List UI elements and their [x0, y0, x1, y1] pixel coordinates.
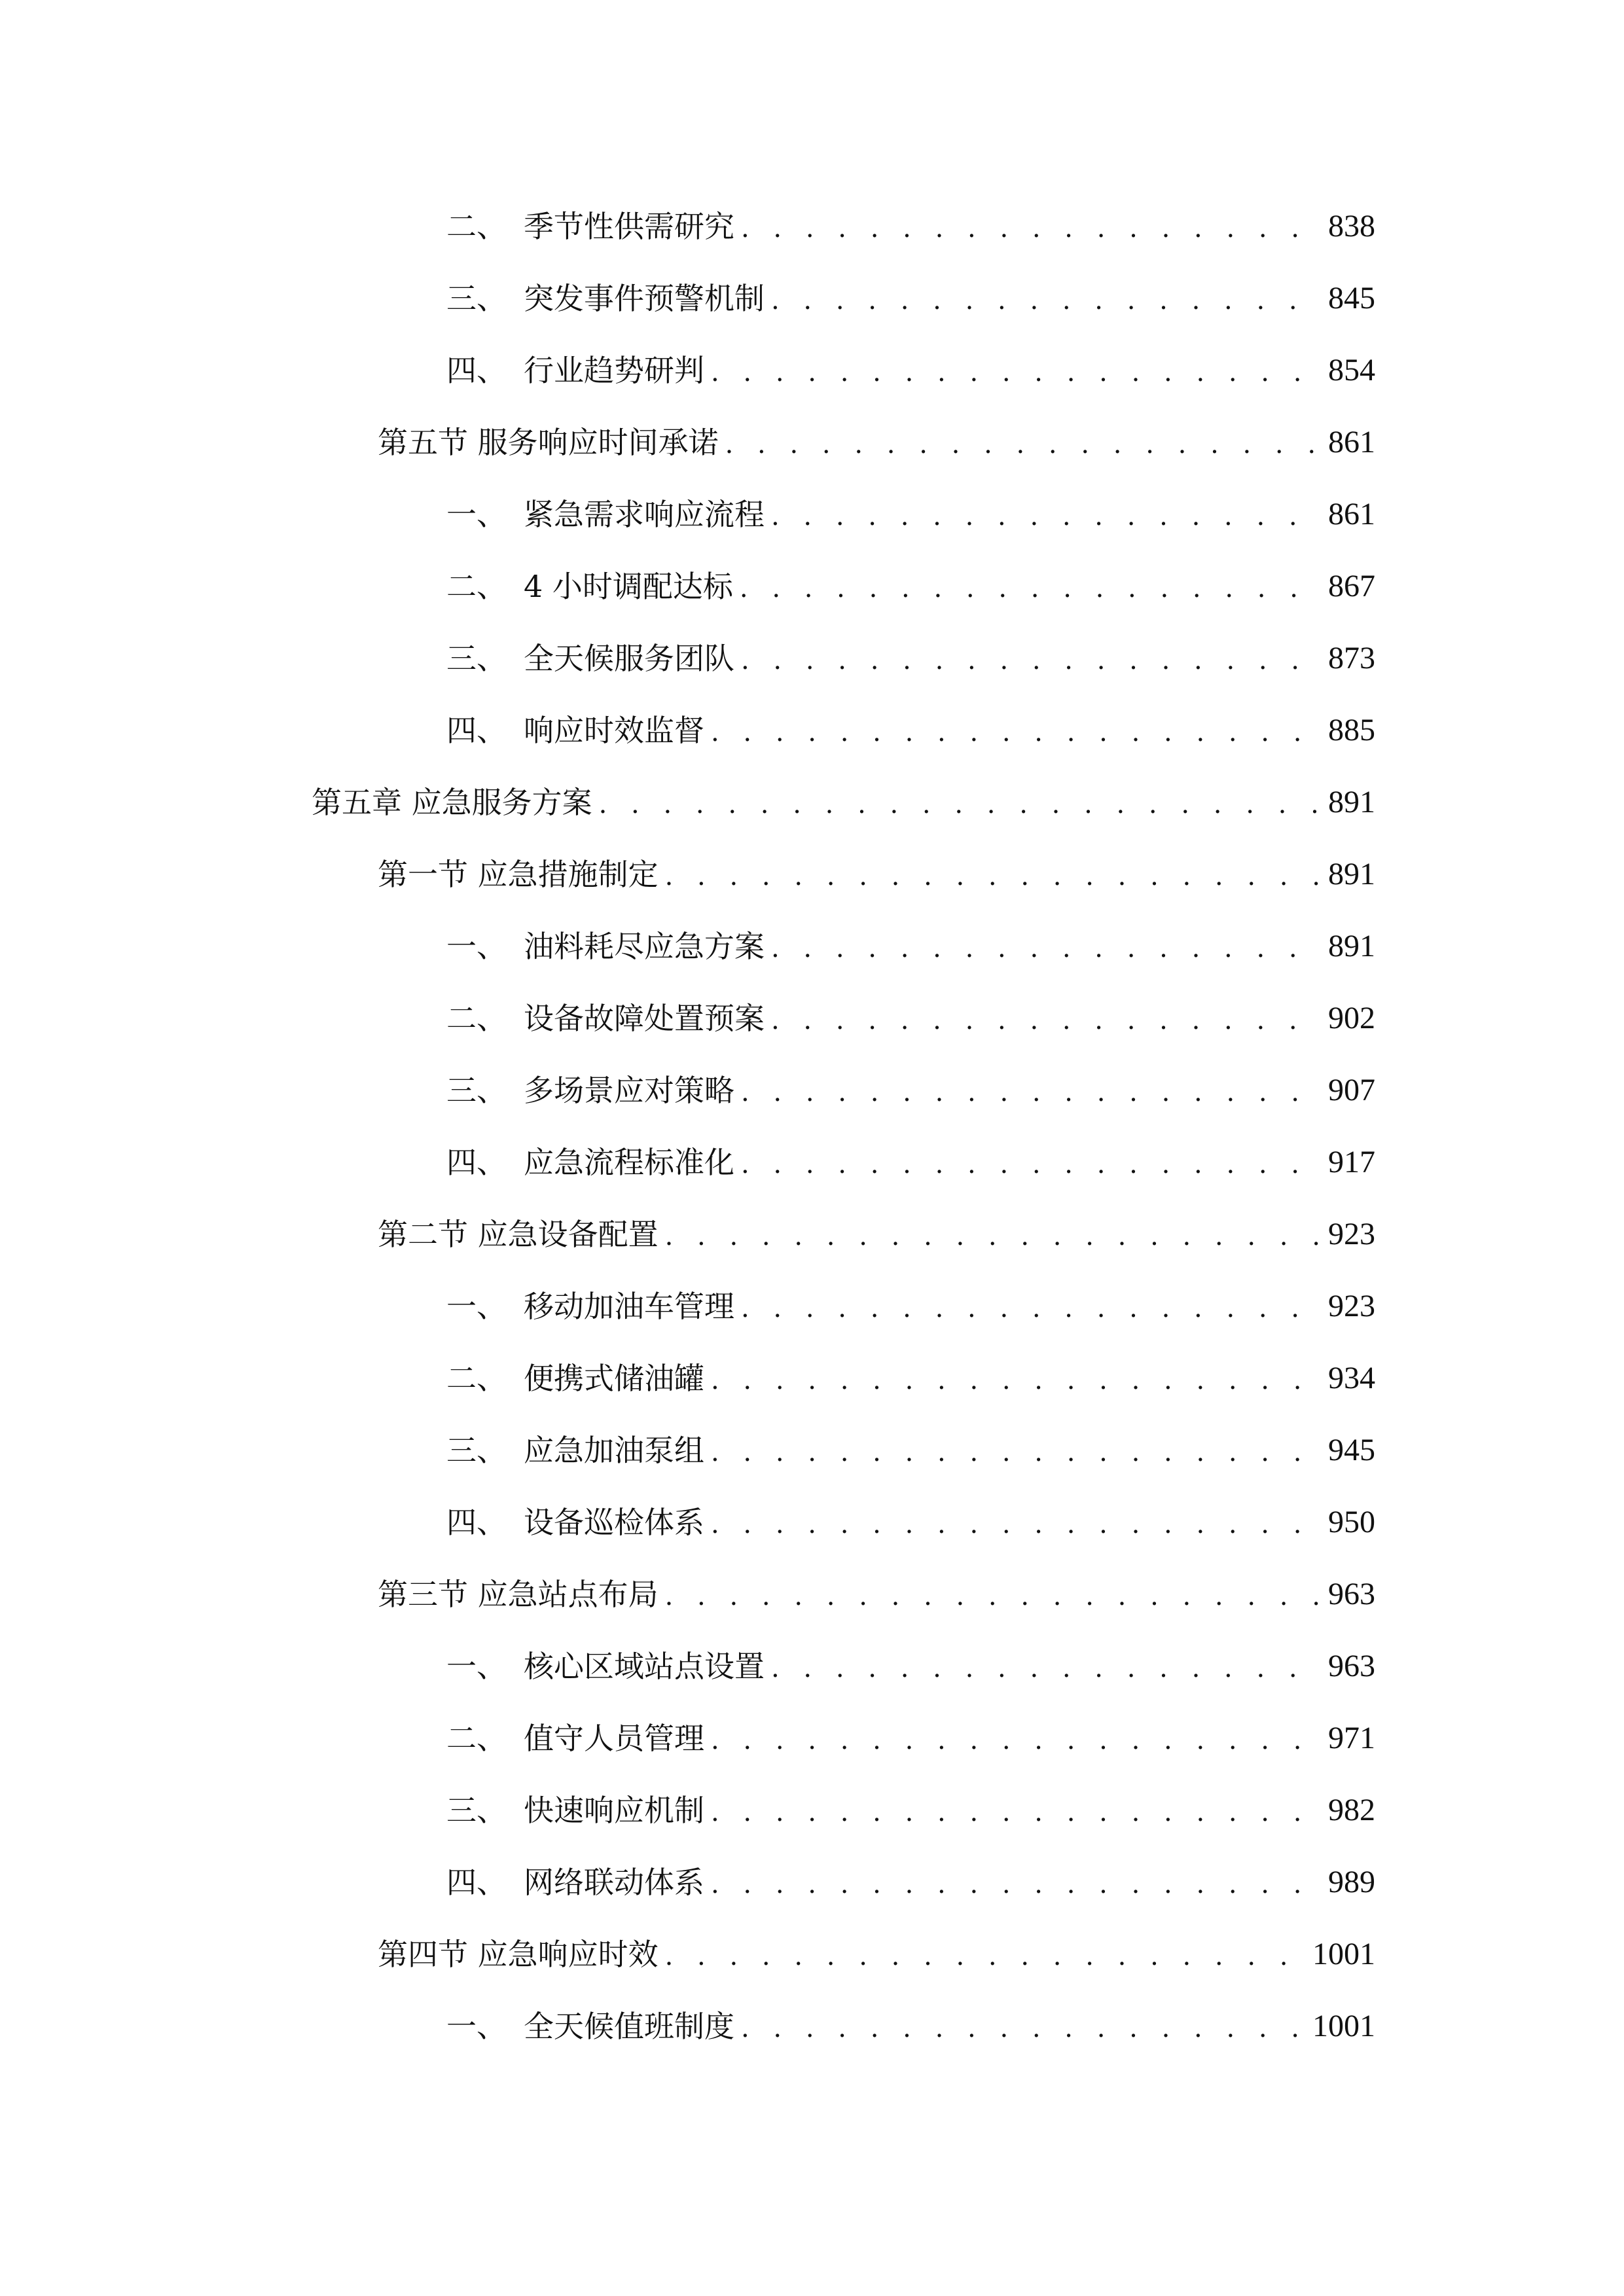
- toc-subsection-entry[interactable]: [446, 493, 1375, 536]
- toc-chapter-entry[interactable]: [312, 781, 1375, 824]
- dot-leader: [665, 1217, 1322, 1256]
- toc-page-number: 950: [1328, 1505, 1375, 1539]
- toc-row: [0, 1990, 1624, 2062]
- dot-leader: [711, 1361, 1322, 1400]
- dot-leader: [741, 1073, 1322, 1112]
- dot-leader: [741, 2009, 1306, 2048]
- toc-entry-number: 一、: [446, 929, 507, 964]
- dot-leader: [711, 1721, 1322, 1760]
- toc-row: [0, 1846, 1624, 1918]
- toc-entry-number: 一、: [446, 1649, 507, 1684]
- toc-entry-number: 四、: [446, 353, 507, 388]
- toc-row: [0, 1918, 1624, 1990]
- toc-page-number: 1001: [1312, 1937, 1375, 1971]
- toc-entry-number: 一、: [446, 497, 507, 532]
- dot-leader: [771, 1649, 1322, 1688]
- toc-row: [0, 622, 1624, 694]
- toc-entry-number: 四、: [446, 713, 507, 748]
- dot-leader: [599, 785, 1322, 824]
- toc-row: [0, 1342, 1624, 1414]
- toc-page-number: 1001: [1312, 2009, 1375, 2043]
- toc-entry-title: 第三节 应急站点布局: [378, 1577, 659, 1612]
- toc-page-number: 838: [1328, 209, 1375, 243]
- toc-row: [0, 1198, 1624, 1270]
- toc-entry-title: 响应时效监督: [524, 713, 704, 748]
- dot-leader: [711, 1505, 1322, 1544]
- toc-subsection-entry[interactable]: [446, 1789, 1375, 1832]
- dot-leader: [771, 1001, 1322, 1040]
- toc-row: [0, 1558, 1624, 1630]
- toc-entry-title: 应急流程标准化: [524, 1145, 734, 1180]
- toc-subsection-entry[interactable]: [446, 1717, 1375, 1760]
- dot-leader: [771, 497, 1322, 536]
- toc-subsection-entry[interactable]: [446, 1357, 1375, 1400]
- toc-subsection-entry[interactable]: [446, 349, 1375, 392]
- toc-subsection-entry[interactable]: [446, 1285, 1375, 1328]
- toc-entry-title: 便携式储油罐: [524, 1361, 704, 1396]
- toc-page-number: 923: [1328, 1289, 1375, 1323]
- toc-entry-title: 第二节 应急设备配置: [378, 1217, 659, 1252]
- toc-subsection-entry[interactable]: [446, 1501, 1375, 1544]
- toc-subsection-entry[interactable]: [446, 1429, 1375, 1472]
- toc-entry-title: 季节性供需研究: [524, 209, 734, 244]
- dot-leader: [741, 641, 1322, 680]
- toc-subsection-entry[interactable]: [446, 925, 1375, 968]
- toc-page-number: 907: [1328, 1073, 1375, 1107]
- toc-row: [0, 1054, 1624, 1126]
- table-of-contents: [0, 190, 1624, 2062]
- toc-section-entry[interactable]: [378, 1213, 1375, 1256]
- toc-page-number: 963: [1328, 1577, 1375, 1611]
- toc-entry-title: 全天候服务团队: [524, 641, 734, 676]
- toc-page-number: 845: [1328, 281, 1375, 315]
- toc-page-number: 989: [1328, 1865, 1375, 1899]
- toc-entry-number: 二、: [446, 1001, 507, 1036]
- toc-entry-title: 第一节 应急措施制定: [378, 857, 659, 892]
- toc-entry-title: 网络联动体系: [524, 1865, 704, 1900]
- toc-row: [0, 1126, 1624, 1198]
- dot-leader: [711, 1865, 1322, 1904]
- toc-section-entry[interactable]: [378, 1573, 1375, 1616]
- toc-page-number: 923: [1328, 1217, 1375, 1251]
- toc-entry-title: 全天候值班制度: [524, 2009, 734, 2044]
- toc-section-entry[interactable]: [378, 853, 1375, 896]
- toc-entry-title: 快速响应机制: [524, 1793, 704, 1828]
- dot-leader: [741, 1289, 1322, 1328]
- toc-entry-title: 多场景应对策略: [524, 1073, 734, 1108]
- toc-entry-title: 行业趋势研判: [524, 353, 704, 388]
- toc-subsection-entry[interactable]: [446, 205, 1375, 248]
- toc-row: [0, 478, 1624, 550]
- dot-leader: [771, 929, 1322, 968]
- toc-page-number: 861: [1328, 497, 1375, 531]
- toc-entry-title: 突发事件预警机制: [524, 281, 765, 316]
- toc-entry-number: 二、: [446, 1721, 507, 1756]
- toc-entry-number: 四、: [446, 1865, 507, 1900]
- toc-entry-title: 第五节 服务响应时间承诺: [378, 425, 719, 460]
- toc-entry-title: 移动加油车管理: [524, 1289, 734, 1324]
- toc-entry-number: 三、: [446, 1793, 507, 1828]
- toc-page-number: 934: [1328, 1361, 1375, 1395]
- toc-row: [0, 262, 1624, 334]
- toc-entry-title: 设备故障处置预案: [524, 1001, 765, 1036]
- toc-row: [0, 838, 1624, 910]
- dot-leader: [665, 1937, 1306, 1976]
- toc-row: [0, 550, 1624, 622]
- toc-page-number: 917: [1328, 1145, 1375, 1179]
- toc-row: [0, 1486, 1624, 1558]
- toc-page-number: 867: [1328, 569, 1375, 603]
- toc-entry-number: 三、: [446, 281, 507, 316]
- toc-page-number: 873: [1328, 641, 1375, 675]
- toc-subsection-entry[interactable]: [446, 1645, 1375, 1688]
- toc-page-number: 854: [1328, 353, 1375, 387]
- toc-entry-number: 二、: [446, 569, 507, 604]
- toc-page-number: 885: [1328, 713, 1375, 747]
- dot-leader: [711, 353, 1322, 392]
- toc-entry-title: 油料耗尽应急方案: [524, 929, 765, 964]
- toc-row: [0, 982, 1624, 1054]
- toc-row: [0, 766, 1624, 838]
- toc-subsection-entry[interactable]: [446, 1141, 1375, 1184]
- toc-page-number: 891: [1328, 929, 1375, 963]
- toc-row: [0, 190, 1624, 262]
- dot-leader: [711, 713, 1322, 752]
- toc-entry-number: 四、: [446, 1505, 507, 1540]
- toc-page-number: 891: [1328, 857, 1375, 891]
- toc-page-number: 945: [1328, 1433, 1375, 1467]
- toc-entry-number: 二、: [446, 1361, 507, 1396]
- toc-entry-number: 三、: [446, 641, 507, 676]
- toc-row: [0, 1774, 1624, 1846]
- dot-leader: [665, 1577, 1322, 1616]
- toc-page-number: 902: [1328, 1001, 1375, 1035]
- toc-entry-title: 第四节 应急响应时效: [378, 1937, 659, 1972]
- toc-section-entry[interactable]: [378, 1933, 1375, 1976]
- toc-entry-title: 紧急需求响应流程: [524, 497, 765, 532]
- toc-subsection-entry[interactable]: [446, 2005, 1375, 2048]
- toc-entry-title: 应急加油泵组: [524, 1433, 704, 1468]
- toc-row: [0, 334, 1624, 406]
- toc-row: [0, 1414, 1624, 1486]
- toc-subsection-entry[interactable]: [446, 1861, 1375, 1904]
- toc-entry-number: 二、: [446, 209, 507, 244]
- dot-leader: [771, 281, 1322, 320]
- toc-entry-title: 4 小时调配达标: [524, 569, 733, 604]
- dot-leader: [665, 857, 1322, 896]
- toc-row: [0, 1630, 1624, 1702]
- toc-entry-number: 三、: [446, 1433, 507, 1468]
- dot-leader: [741, 209, 1322, 248]
- toc-entry-number: 一、: [446, 1289, 507, 1324]
- toc-page-number: 982: [1328, 1793, 1375, 1827]
- toc-page-number: 963: [1328, 1649, 1375, 1683]
- toc-entry-title: 设备巡检体系: [524, 1505, 704, 1540]
- toc-subsection-entry[interactable]: [446, 565, 1375, 608]
- toc-subsection-entry[interactable]: [446, 997, 1375, 1040]
- dot-leader: [711, 1793, 1322, 1832]
- toc-row: [0, 910, 1624, 982]
- toc-entry-title: 核心区域站点设置: [524, 1649, 765, 1684]
- toc-entry-title: 第五章 应急服务方案: [312, 785, 592, 820]
- dot-leader: [711, 1433, 1322, 1472]
- dot-leader: [740, 569, 1322, 608]
- toc-subsection-entry[interactable]: [446, 709, 1375, 752]
- toc-entry-number: 一、: [446, 2009, 507, 2044]
- toc-row: [0, 694, 1624, 766]
- toc-entry-title: 值守人员管理: [524, 1721, 704, 1756]
- toc-row: [0, 1270, 1624, 1342]
- toc-subsection-entry[interactable]: [446, 1069, 1375, 1112]
- toc-subsection-entry[interactable]: [446, 637, 1375, 680]
- toc-page-number: 971: [1328, 1721, 1375, 1755]
- toc-entry-number: 三、: [446, 1073, 507, 1108]
- toc-row: [0, 406, 1624, 478]
- dot-leader: [725, 425, 1322, 464]
- toc-entry-number: 四、: [446, 1145, 507, 1180]
- toc-page-number: 891: [1328, 785, 1375, 819]
- toc-row: [0, 1702, 1624, 1774]
- dot-leader: [741, 1145, 1322, 1184]
- toc-section-entry[interactable]: [378, 421, 1375, 464]
- toc-subsection-entry[interactable]: [446, 277, 1375, 320]
- toc-page-number: 861: [1328, 425, 1375, 459]
